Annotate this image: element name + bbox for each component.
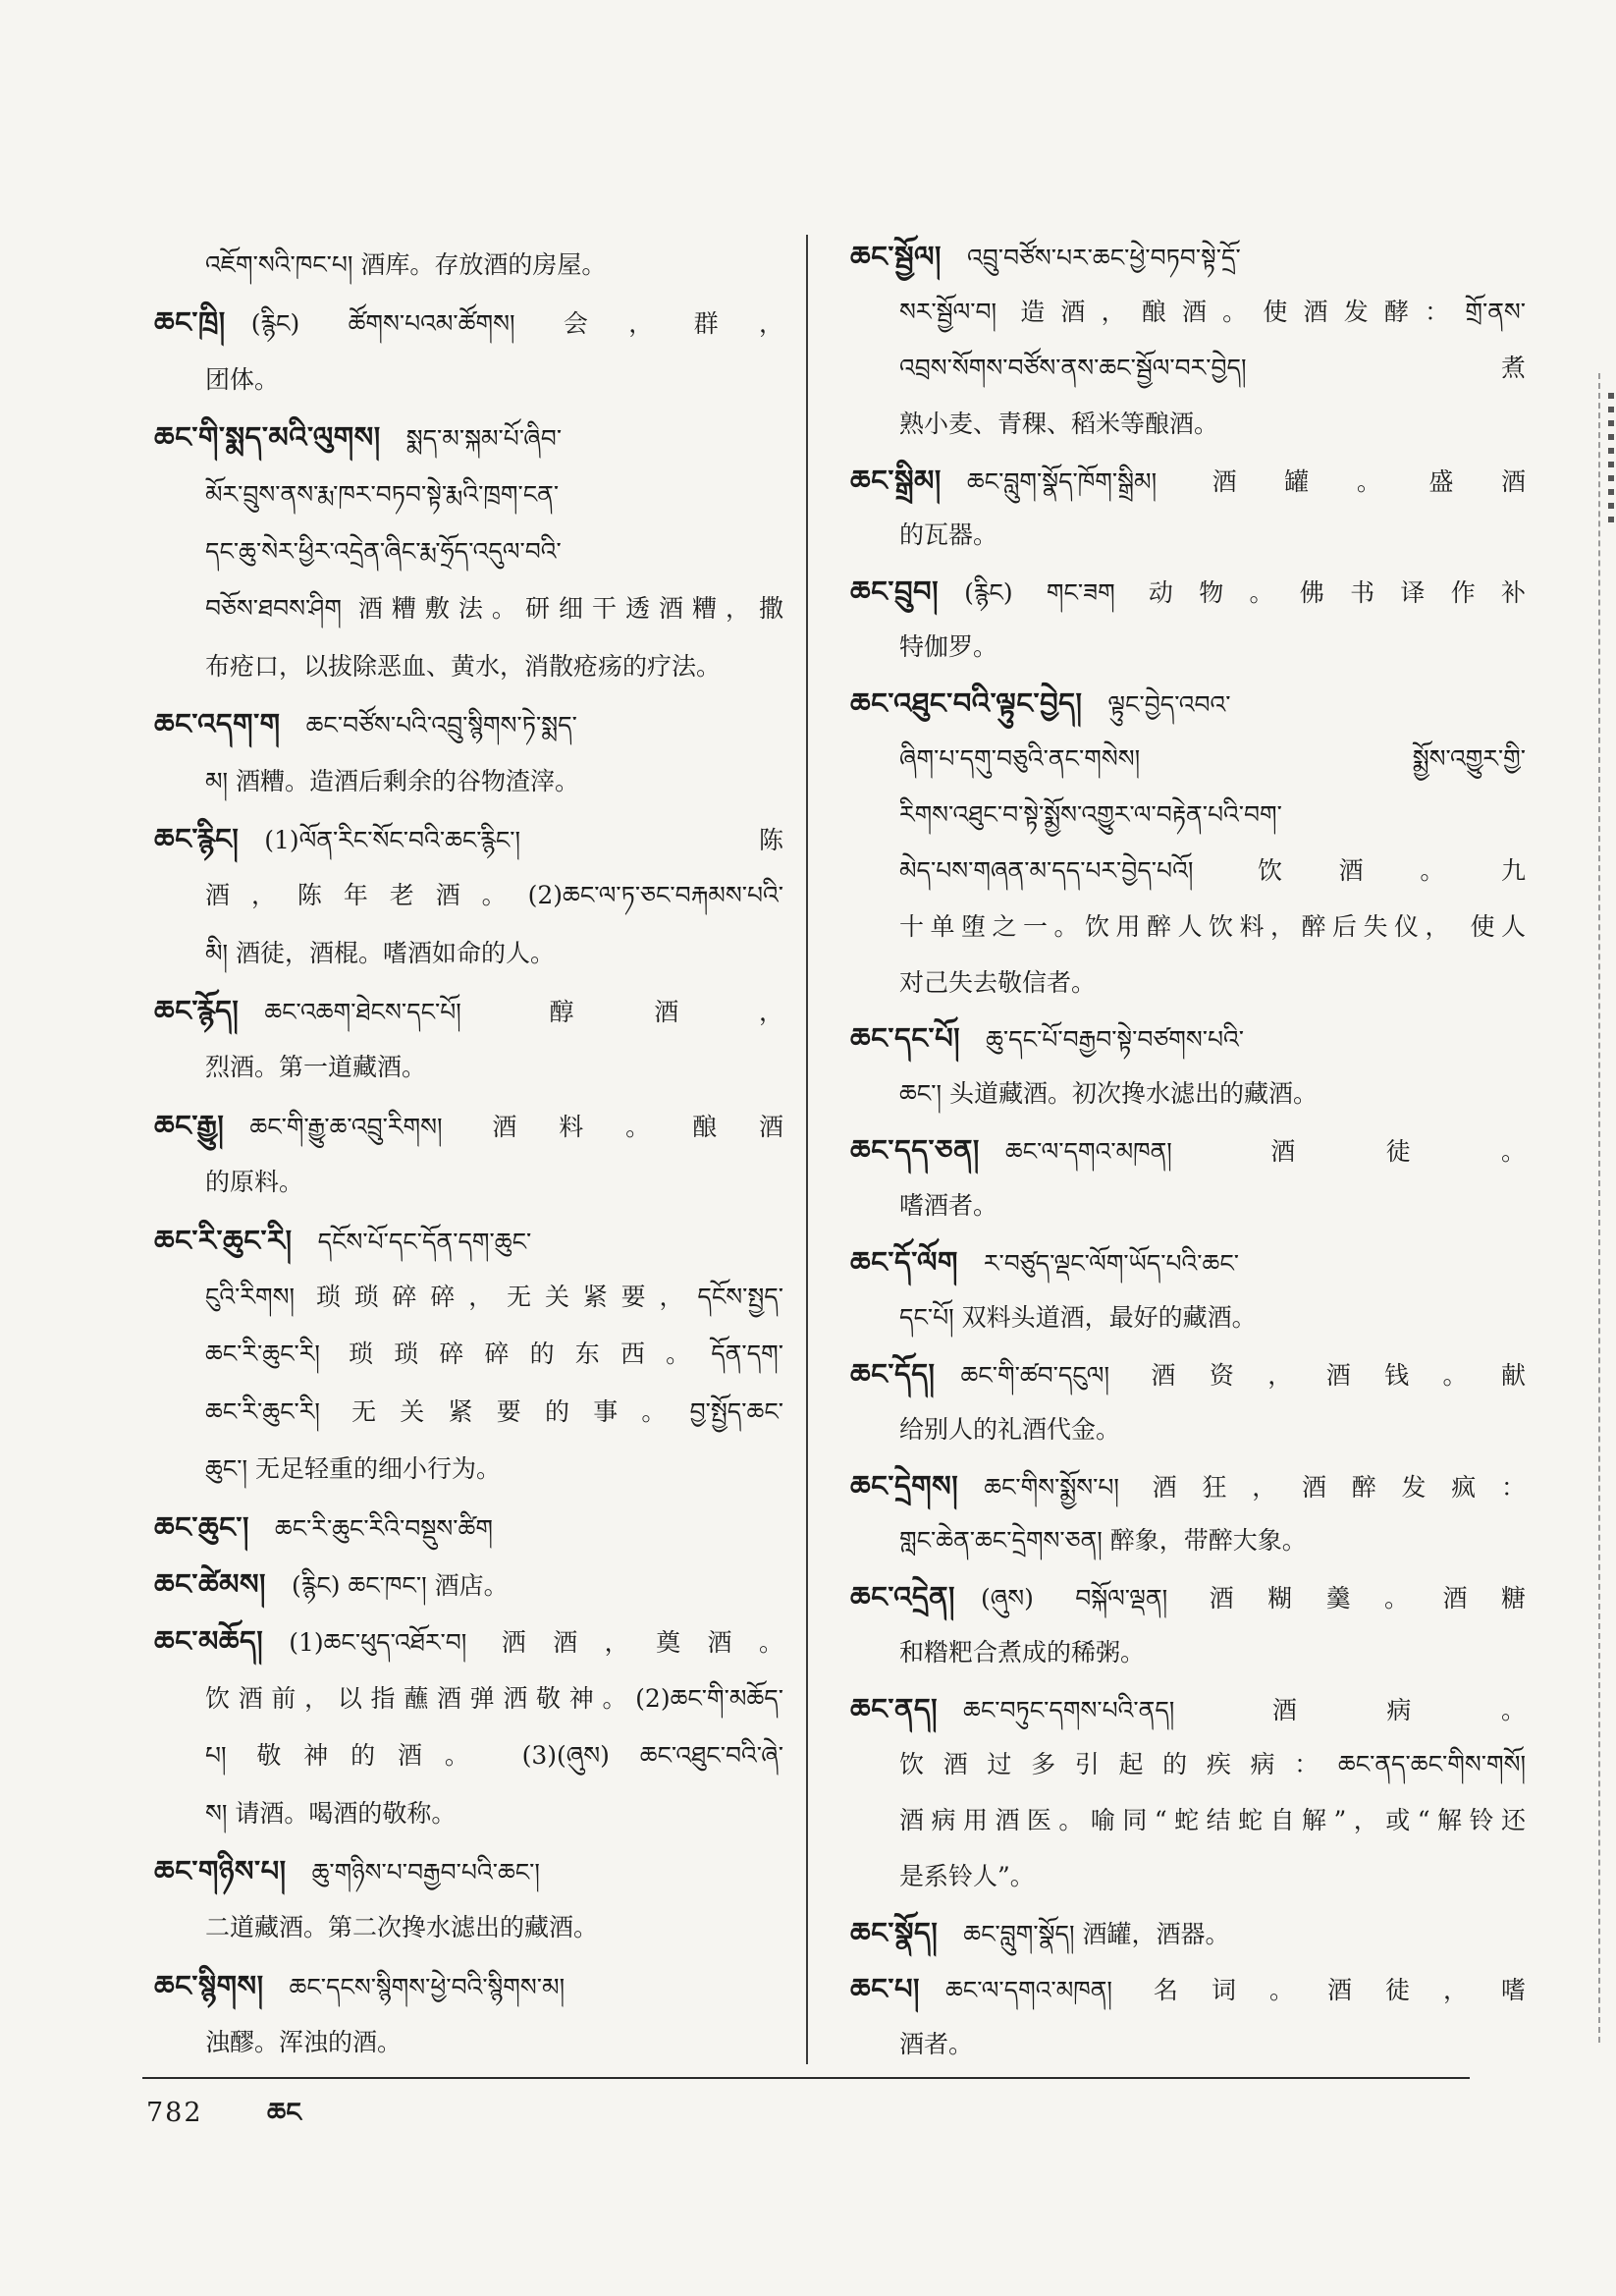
entry-definition: ཆང་བཏུང་དགས་པའི་ནད། 酒病。 <box>963 1696 1526 1725</box>
dictionary-entry <box>154 294 783 409</box>
entry-headword: ཆང་རི་ཆུང་རི། <box>154 1223 293 1257</box>
entry-line: 二道藏酒。第二次搀水滤出的藏酒。 <box>205 1913 599 1942</box>
dictionary-entry <box>850 1569 1526 1681</box>
right-column <box>850 229 1526 2075</box>
dictionary-entry <box>850 1458 1526 1570</box>
dictionary-entry <box>154 695 783 810</box>
entry-line: 熟小麦、青稞、稻米等酿酒。 <box>899 409 1219 438</box>
entry-definition: དངོས་པོ་དང་དོན་དག་ཆུང་ <box>317 1227 532 1256</box>
entry-line <box>154 1556 783 1613</box>
entry-line: དང་པོ། 双料头道酒，最好的藏酒。 <box>899 1302 1257 1332</box>
dictionary-entry <box>154 1499 783 1556</box>
dictionary-entry <box>154 810 783 982</box>
entry-headword: ཆང་རྙིང། <box>154 821 240 855</box>
entry-headword: ཆང་དོ་ལོག <box>850 1245 958 1280</box>
entry-headword: ཆང་སྙིགས། <box>154 1968 264 2002</box>
dictionary-entry <box>850 1905 1526 1961</box>
entry-line: 饮酒前，以指蘸酒弹洒敬神。(2)ཆང་གི་མཆོད་ <box>205 1683 783 1713</box>
entry-line: གླང་ཆེན་ཆང་དྲེགས་ཅན། 醉象，带醉大象。 <box>899 1526 1307 1556</box>
entry-line <box>850 1961 1526 2017</box>
entry-line: 十单堕之一。饮用醉人饮料，醉后失仪， 使人 <box>899 911 1526 941</box>
entry-line <box>850 1122 1526 1178</box>
dictionary-entry <box>850 1122 1526 1234</box>
entry-line: 饮酒过多引起的疾病：ཆང་ནད་ཆང་གིས་གསོ། <box>899 1750 1526 1779</box>
entry-line: མ། 酒糟。造酒后剩余的谷物渣滓。 <box>205 766 580 795</box>
entry-headword: ཆང་ཚེམས། <box>154 1566 266 1601</box>
entry-headword: ཆང་དོད། <box>850 1356 936 1391</box>
entry-line: རིགས་འཐུང་བ་སྟེ་སྨྱོས་འགྱུར་ལ་བརྟེན་པའི་བག་ <box>899 799 1282 829</box>
entry-line <box>154 810 783 867</box>
entry-line <box>154 982 783 1039</box>
entry-definition: ཆང་བླུག་སྣོད་ཁོག་སྒྲིམ། 酒罐。盛酒 <box>966 466 1526 496</box>
entry-line <box>154 1499 783 1556</box>
left-column <box>154 237 783 2075</box>
entry-line <box>850 1011 1526 1066</box>
entry-line: ཆང་རི་ཆུང་རི། 无关紧要的事。བྱ་སྤྱོད་ཆང་ <box>205 1396 783 1426</box>
entry-line: མོར་བྲུས་ནས་རྨ་ཁར་བཏབ་སྟེ་རྨའི་ཁྲག་ངན་ <box>205 479 560 509</box>
entry-line: ངུའི་རིགས། 琐琐碎碎，无关紧要，དངོས་སྤྱད་ <box>205 1283 783 1312</box>
entry-line: 是系铃人”。 <box>899 1861 1035 1890</box>
entry-line: 的瓦器。 <box>899 520 998 550</box>
entry-line: 嗜酒者。 <box>899 1191 998 1221</box>
entry-line <box>154 1097 783 1154</box>
entry-headword: ཆང་དང་པོ། <box>850 1021 961 1056</box>
entry-headword: ཆང་གི་སྨད་མའི་ལུགས། <box>154 420 381 455</box>
dictionary-entry <box>850 1346 1526 1458</box>
entry-line: བཅོས་ཐབས་ཤིག 酒糟敷法。研细干透酒糟，撒 <box>205 594 783 624</box>
entry-line: 和糌粑合煮成的稀粥。 <box>899 1638 1146 1667</box>
entry-line <box>850 676 1526 732</box>
entry-definition: ཆང་གིས་སྨྱོས་པ། 酒狂，酒醉发疯： <box>984 1472 1526 1502</box>
entry-definition: ཆང་བཙོས་པའི་འབྲུ་སྙིགས་ཏེ་སྨད་ <box>305 711 577 740</box>
entry-definition: ཆང་གི་ཚབ་དངུལ། 酒资，酒钱。献 <box>960 1360 1526 1390</box>
entry-headword: ཆང་ནད། <box>850 1692 939 1726</box>
entry-definition: འབྲུ་བཙོས་པར་ཆང་ཕྱེ་བཏབ་སྟེ་དྲོ་ <box>966 244 1241 272</box>
dictionary-entry <box>154 1842 783 1957</box>
entry-line: 布疮口，以拔除恶血、黄水，消散疮疡的疗法。 <box>205 651 722 681</box>
entry-line <box>154 1613 783 1669</box>
dictionary-entry <box>850 676 1526 1011</box>
entry-definition: ཆང་ལ་དགའ་མཁན། 名词。酒徒，嗜 <box>945 1975 1526 2004</box>
entry-line: འཇོག་སའི་ཁང་པ། 酒库。存放酒的房屋。 <box>205 250 607 279</box>
entry-line: 给别人的礼酒代金。 <box>899 1414 1121 1444</box>
entry-headword: ཆང་རྙོད། <box>154 994 240 1028</box>
entry-definition: ཆུ་དང་པོ་བརྒྱབ་སྟེ་བཙགས་པའི་ <box>986 1025 1245 1055</box>
entry-definition: ཆང་རི་ཆུང་རིའི་བསྡུས་ཚིག <box>274 1513 493 1543</box>
entry-line <box>850 453 1526 509</box>
entry-line: 酒，陈年老酒。(2)ཆང་ལ་ཏ་ཅང་བརྐམས་པའི་ <box>205 881 783 910</box>
dictionary-entry <box>154 982 783 1097</box>
dictionary-entry <box>154 1957 783 2072</box>
entry-line: ས། 请酒。喝酒的敬称。 <box>205 1798 457 1828</box>
entry-line <box>850 1681 1526 1737</box>
entry-definition: ར་བཙུད་ལྡང་ལོག་ཡོད་པའི་ཆང་ <box>983 1249 1240 1279</box>
entry-definition: (རྙིང) ཚོགས་པའམ་ཚོགས། 会，群， <box>250 309 783 339</box>
entry-definition: ཆང་ལ་དགའ་མཁན། 酒徒。 <box>1004 1137 1526 1167</box>
entry-headword: ཆང་སྣོད། <box>850 1915 939 1949</box>
entry-line: 酒病用酒医。喻同“蛇结蛇自解”，或“解铃还 <box>899 1805 1526 1834</box>
entry-line <box>850 1458 1526 1514</box>
entry-headword: ཆང་འཐུང་བའི་ལྟུང་བྱེད། <box>850 686 1083 721</box>
entry-line: 酒者。 <box>899 2029 974 2058</box>
dictionary-entry <box>850 229 1526 453</box>
dictionary-entry <box>850 1681 1526 1905</box>
entry-headword: ཆང་རྒྱུ། <box>154 1108 225 1142</box>
dictionary-entry <box>850 1961 1526 2073</box>
entry-headword: ཆང་མཆོད། <box>154 1624 264 1659</box>
entry-line <box>154 409 783 465</box>
entry-line <box>850 1569 1526 1625</box>
entry-headword: ཆང་ཁྲི། <box>154 305 226 340</box>
entry-definition: ཆང་གི་རྒྱུ་ཆ་འབྲུ་རིགས། 酒料。酿酒 <box>249 1112 783 1141</box>
entry-line <box>850 564 1526 620</box>
dictionary-entry <box>850 1011 1526 1122</box>
entry-definition: (རྙིང) གང་ཟག 动物。佛书译作补 <box>964 578 1526 608</box>
page-number: 782 <box>146 2098 203 2128</box>
entry-line <box>850 1234 1526 1290</box>
entry-headword: ཆང་པ། <box>850 1971 920 2005</box>
entry-line: ཆུང་། 无足轻重的细小行为。 <box>205 1454 501 1484</box>
entry-definition: (ཞུས) བསྐོལ་ལྡན། 酒糊羹。酒糖 <box>980 1584 1526 1613</box>
entry-definition: ཆང་འཆག་ཐེངས་དང་པོ། 醇酒， <box>264 998 783 1027</box>
entry-line: 的原料。 <box>205 1168 304 1197</box>
entry-definition: ཆང་དངས་སྙིགས་ཕྱེ་བའི་སྙིགས་མ། <box>289 1972 566 2001</box>
entry-definition: ལྟུང་བྱེད་འབའ་ <box>1107 690 1231 720</box>
entry-definition: (1)ཆང་ཕུད་འཐོར་བ། 洒酒，奠酒。 <box>289 1628 783 1658</box>
entry-line <box>154 695 783 752</box>
entry-line: མི། 酒徒，酒棍。嗜酒如命的人。 <box>205 938 556 967</box>
entry-headword: ཆང་དད་ཅན། <box>850 1133 980 1168</box>
entry-line <box>154 1212 783 1269</box>
dictionary-entry <box>154 1613 783 1842</box>
entry-definition: (1)ལོན་རིང་སོང་བའི་ཆང་རྙིང་། 陈 <box>264 825 783 854</box>
dictionary-entry-continued <box>154 237 783 294</box>
entry-line <box>154 1957 783 2014</box>
scan-edge-mark <box>1608 393 1614 530</box>
entry-headword: ཆང་གཉིས་པ། <box>154 1853 287 1887</box>
entry-line: ཆང་། 头道藏酒。初次搀水滤出的藏酒。 <box>899 1079 1318 1109</box>
entry-headword: ཆང་སྒྲིམ། <box>850 463 942 497</box>
entry-line: ཞིག་པ་དགུ་བཅུའི་ནང་གསེས། སྨྱོས་འགྱུར་གྱི་ <box>899 744 1526 774</box>
entry-line: པ། 敬神的酒。 (3)(ཞུས) ཆང་འཐུང་བའི་ཞེ་ <box>205 1741 783 1771</box>
entry-line <box>154 294 783 351</box>
entry-line <box>154 1842 783 1899</box>
column-divider <box>806 235 808 2064</box>
entry-line: མེད་པས་གཞན་མ་དད་པར་བྱེད་པའོ། 饮酒。九 <box>899 855 1526 885</box>
entry-definition: ཆུ་གཉིས་པ་བརྒྱབ་པའི་ཆང་། <box>311 1857 540 1886</box>
dictionary-entry <box>850 1234 1526 1346</box>
entry-line: 对己失去敬信者。 <box>899 967 1097 997</box>
entry-line: དང་ཆུ་སེར་ཕྱིར་འདྲེན་ཞིང་རྨ་ཧྲོད་འདུལ་བའི་ <box>205 536 562 566</box>
dictionary-entry <box>154 1097 783 1212</box>
entry-line: 浊醪。浑浊的酒。 <box>205 2028 403 2057</box>
entry-headword: ཆང་འདག་ག <box>154 707 281 741</box>
entry-definition: (རྙིང) ཆང་ཁང་། 酒店。 <box>292 1570 509 1600</box>
entry-line: 团体。 <box>205 364 280 394</box>
entry-line: ཆང་རི་ཆུང་རི། 琐琐碎碎的东西。དོན་དག་ <box>205 1339 783 1369</box>
entry-line <box>850 229 1526 285</box>
entry-line <box>850 1905 1526 1961</box>
entry-headword: ཆང་བྲུབ། <box>850 574 940 609</box>
entry-headword: ཆང་ཆུང་། <box>154 1509 249 1544</box>
dictionary-entry <box>850 453 1526 565</box>
dictionary-entry <box>154 1556 783 1613</box>
entry-headword: ཆང་འདྲེན། <box>850 1580 955 1614</box>
dictionary-entry <box>154 1212 783 1499</box>
entry-line: འབྲས་སོགས་བཙོས་ནས་ཆང་སྦྱོལ་བར་བྱེད། 煮 <box>899 353 1526 382</box>
entry-headword: ཆང་དྲེགས། <box>850 1468 959 1503</box>
entry-definition: ཆང་བླུག་སྣོད། 酒罐，酒器。 <box>963 1919 1230 1948</box>
footer-rule <box>142 2077 1470 2079</box>
entry-line: 烈酒。第一道藏酒。 <box>205 1053 427 1082</box>
running-head: ཆང <box>267 2098 301 2128</box>
scan-edge-mark <box>1598 373 1600 2043</box>
entry-line: 特伽罗。 <box>899 632 998 662</box>
entry-headword: ཆང་སྦྱོལ། <box>850 240 942 273</box>
entry-line <box>850 1346 1526 1402</box>
dictionary-entry <box>154 409 783 695</box>
dictionary-entry <box>850 564 1526 676</box>
entry-line: སར་སྦྱོལ་བ། 造酒，酿酒。使酒发酵：གྲོ་ནས་ <box>899 297 1526 326</box>
entry-definition: སྨད་མ་སྐམ་པོ་ཞིབ་ <box>405 424 563 454</box>
